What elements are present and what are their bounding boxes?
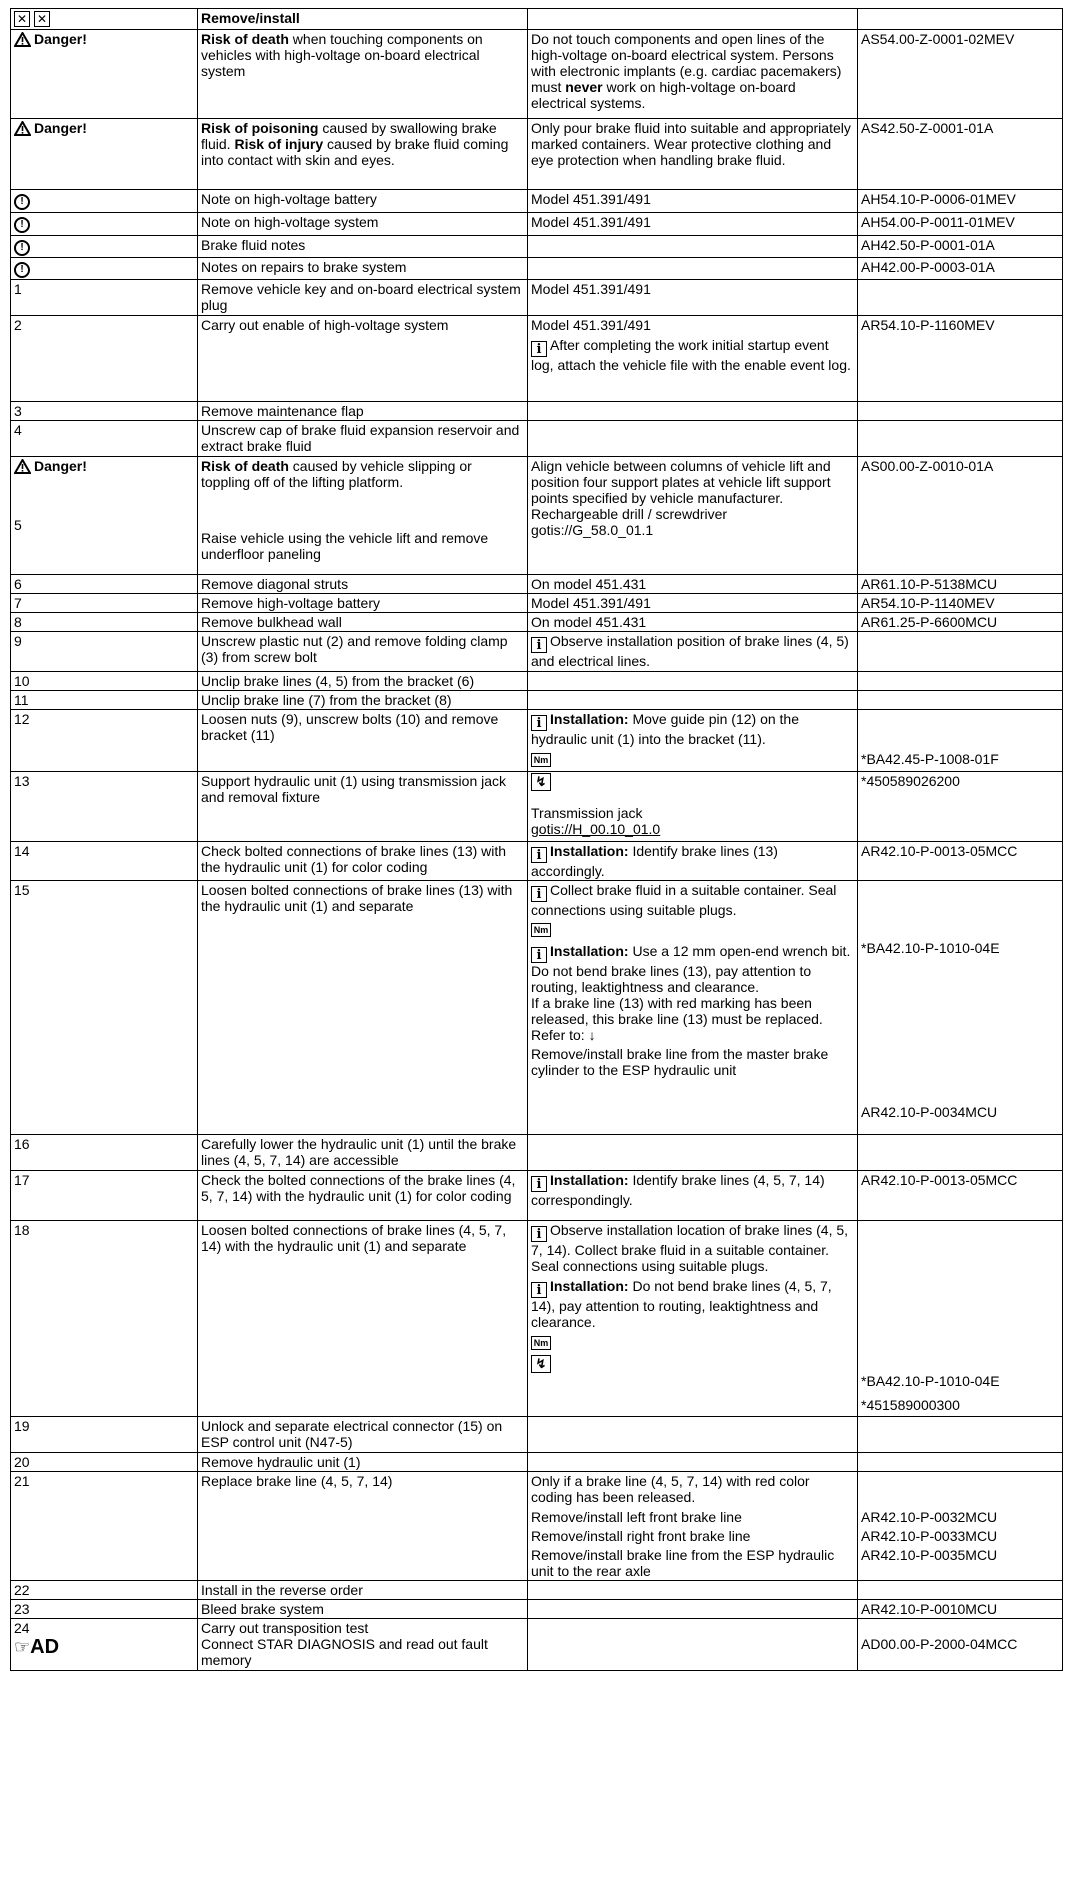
document-reference[interactable]: AR42.10-P-0033MCU [861, 1528, 998, 1544]
table-row: Danger! Risk of death when touching components on vehicles with high-voltage on-board electrical system Do not touch components and open lines of the high-voltage on-board electrical system. Persons with electronic implants (e.g. cardiac pacemakers) must never work on high-voltage on-board electrical systems. AS54.00-Z-0001-02MEV [11, 30, 1063, 119]
document-reference[interactable]: AR42.10-P-0013-05MCC [858, 1171, 1063, 1221]
info-icon: i [531, 1226, 547, 1242]
document-page [10, 8, 1062, 1671]
table-row: Danger! Risk of poisoning caused by swallowing brake fluid. Risk of injury caused by brake fluid coming into contact with skin and eyes. Only pour brake fluid into suitable and appropriately marked containers. Wear protective clothing and eye protection when handling brake fluid. AS42.50-Z-0001-01A [11, 119, 1063, 190]
danger-label: Danger! [14, 458, 194, 477]
warning-triangle-icon [14, 121, 31, 139]
reference-link[interactable]: Remove/install left front brake line [531, 1509, 742, 1525]
table-row: 20 Remove hydraulic unit (1) [11, 1453, 1063, 1472]
table-row: 18 Loosen bolted connections of brake lines (4, 5, 7, 14) with the hydraulic unit (1) and separate i Observe installation location of brake lines (4, 5, 7, 14). Collect brake fluid in a suitable container. Seal connections using suitable plugs. i Installation: Do not bend brake lines (4, 5, 7, 14), pay attention to routing, leaktightness and clearance. Nm ↯ *BA42.10-P-1010-04E *451589000300 [11, 1221, 1063, 1417]
special-tool-icon: ↯ [531, 1355, 551, 1373]
table-header-row [11, 9, 1063, 30]
danger-label: Danger! [11, 119, 198, 190]
document-reference[interactable]: AR42.10-P-0013-05MCC [858, 842, 1063, 881]
reference-link[interactable]: Remove/install brake line from the ESP hydraulic unit to the rear axle [531, 1547, 835, 1579]
remove-install-icon: ✕ [14, 11, 30, 27]
table-row: 23 Bleed brake system AR42.10-P-0010MCU [11, 1600, 1063, 1619]
table-row: 9 Unscrew plastic nut (2) and remove folding clamp (3) from screw bolt i Observe installation position of brake lines (4, 5) and electrical lines. [11, 632, 1063, 672]
document-reference[interactable]: AR42.10-P-0034MCU [861, 1104, 998, 1120]
table-row: 13 Support hydraulic unit (1) using transmission jack and removal fixture ↯ Transmission jack gotis://H_00.10_01.0 *450589026200 [11, 772, 1063, 842]
info-icon: i [531, 947, 547, 963]
table-row: ! Note on high-voltage battery Model 451.391/491 AH54.10-P-0006-01MEV [11, 190, 1063, 213]
document-reference[interactable]: AD00.00-P-2000-04MCC [861, 1636, 1018, 1652]
info-icon: i [531, 886, 547, 902]
note-icon: ! [14, 194, 30, 210]
note-icon: ! [14, 262, 30, 278]
special-tool-icon: ↯ [531, 773, 551, 791]
torque-nm-icon: Nm [531, 923, 551, 937]
table-row: 19 Unlock and separate electrical connector (15) on ESP control unit (N47-5) [11, 1417, 1063, 1453]
tool-number[interactable]: *451589000300 [861, 1397, 960, 1413]
note-icon: ! [14, 217, 30, 233]
warning-triangle-icon [14, 32, 31, 50]
table-row: 15 Loosen bolted connections of brake lines (13) with the hydraulic unit (1) and separate i Collect brake fluid in a suitable container. Seal connections using suitable plugs. Nm i Installation: Use a 12 mm open-end wrench bit. Do not bend brake lines (13), pay attention to routing, leaktightness and clearance. If a brake line (13) with red marking has been released, this brake line (13) must be replaced. Refer to: ↓ Remove/install brake line from the master brake cylinder to the ESP hydraulic unit *BA42.10-P-1010-04E AR42.10-P-0034MCU [11, 881, 1063, 1135]
table-row: 12 Loosen nuts (9), unscrew bolts (10) and remove bracket (11) i Installation: Move guide pin (12) on the hydraulic unit (1) into the bracket (11). Nm *BA42.45-P-1008-01F [11, 710, 1063, 772]
document-reference[interactable]: AR42.10-P-0035MCU [861, 1547, 998, 1563]
table-row: ! Note on high-voltage system Model 451.391/491 AH54.00-P-0011-01MEV [11, 213, 1063, 236]
header-title: Remove/install [198, 9, 528, 30]
document-reference[interactable]: AR54.10-P-1140MEV [858, 594, 1063, 613]
table-row: 1 Remove vehicle key and on-board electrical system plug Model 451.391/491 [11, 280, 1063, 316]
document-reference[interactable]: AH42.00-P-0003-01A [858, 258, 1063, 280]
document-reference[interactable]: *BA42.45-P-1008-01F [861, 751, 999, 767]
info-icon: i [531, 341, 547, 357]
document-reference[interactable]: AS42.50-Z-0001-01A [858, 119, 1063, 190]
table-row: 14 Check bolted connections of brake lines (13) with the hydraulic unit (1) for color coding i Installation: Identify brake lines (13) accordingly. AR42.10-P-0013-05MCC [11, 842, 1063, 881]
table-row: 3 Remove maintenance flap [11, 402, 1063, 421]
table-row: 7 Remove high-voltage battery Model 451.391/491 AR54.10-P-1140MEV [11, 594, 1063, 613]
info-icon: i [531, 1282, 547, 1298]
info-icon: i [531, 1176, 547, 1192]
info-icon: i [531, 847, 547, 863]
document-reference[interactable]: AH54.00-P-0011-01MEV [858, 213, 1063, 236]
pointing-hand-icon: ☞ [14, 1637, 31, 1657]
document-reference[interactable]: *BA42.10-P-1010-04E [861, 1373, 1000, 1389]
document-reference[interactable]: AS54.00-Z-0001-02MEV [858, 30, 1063, 119]
table-row: 24 ☞AD Carry out transposition test Connect STAR DIAGNOSIS and read out fault memory AD00.00-P-2000-04MCC [11, 1619, 1063, 1671]
document-reference[interactable]: *BA42.10-P-1010-04E [861, 940, 1000, 956]
table-row: 17 Check the bolted connections of the brake lines (4, 5, 7, 14) with the hydraulic unit (1) for color coding i Installation: Identify brake lines (4, 5, 7, 14) correspondingly. AR42.10-P-0013-05MCC [11, 1171, 1063, 1221]
header-icons [11, 9, 198, 30]
table-row: ! Notes on repairs to brake system AH42.00-P-0003-01A [11, 258, 1063, 280]
gotis-link[interactable]: gotis://H_00.10_01.0 [531, 821, 661, 837]
reference-link[interactable]: Remove/install brake line from the master brake cylinder to the ESP hydraulic unit [531, 1046, 829, 1078]
document-reference[interactable]: AR42.10-P-0010MCU [858, 1600, 1063, 1619]
torque-nm-icon: Nm [531, 753, 551, 767]
table-row: 4 Unscrew cap of brake fluid expansion reservoir and extract brake fluid [11, 421, 1063, 457]
info-icon: i [531, 637, 547, 653]
document-reference[interactable]: AS00.00-Z-0010-01A [858, 457, 1063, 575]
table-row: 2 Carry out enable of high-voltage system Model 451.391/491 i After completing the work initial startup event log, attach the vehicle file with the enable event log. AR54.10-P-1160MEV [11, 316, 1063, 402]
gotis-link[interactable]: gotis://G_58.0_01.1 [531, 522, 654, 538]
danger-label: Danger! [11, 30, 198, 119]
torque-nm-icon: Nm [531, 1336, 551, 1350]
table-row: 6 Remove diagonal struts On model 451.431 AR61.10-P-5138MCU [11, 575, 1063, 594]
document-reference[interactable]: AR61.25-P-6600MCU [858, 613, 1063, 632]
document-reference[interactable]: AR42.10-P-0032MCU [861, 1509, 998, 1525]
document-reference[interactable]: AH42.50-P-0001-01A [858, 236, 1063, 258]
warning-triangle-icon [14, 459, 31, 477]
info-icon: i [531, 715, 547, 731]
table-row: Danger! 5 Risk of death caused by vehicle slipping or toppling off of the lifting platform. Raise vehicle using the vehicle lift and remove underfloor paneling Align vehicle between columns of vehicle lift and position four support plates at vehicle lift support points specified by vehicle manufacturer. Rechargeable drill / screwdriver gotis://G_58.0_01.1 AS00.00-Z-0010-01A [11, 457, 1063, 575]
table-row: ! Brake fluid notes AH42.50-P-0001-01A [11, 236, 1063, 258]
arrow-down-icon: ↓ [588, 1027, 596, 1043]
table-row: 22 Install in the reverse order [11, 1581, 1063, 1600]
table-row: 11 Unclip brake line (7) from the bracket (8) [11, 691, 1063, 710]
document-reference[interactable]: AR54.10-P-1160MEV [858, 316, 1063, 402]
document-reference[interactable]: AR61.10-P-5138MCU [858, 575, 1063, 594]
procedure-table [10, 8, 1063, 1671]
note-icon: ! [14, 240, 30, 256]
table-row: 21 Replace brake line (4, 5, 7, 14) Only if a brake line (4, 5, 7, 14) with red color coding has been released. Remove/install left front brake line Remove/install right front brake line Remove/install brake line from the ESP hydraulic unit to the rear axle AR42.10-P-0032MCU AR42.10-P-0033MCU AR42.10-P-0035MCU [11, 1472, 1063, 1581]
document-reference[interactable]: AH54.10-P-0006-01MEV [858, 190, 1063, 213]
remove-install-icon: ✕ [34, 11, 50, 27]
diagnosis-ad-label: ☞AD [14, 1636, 60, 1658]
table-row: 10 Unclip brake lines (4, 5) from the bracket (6) [11, 672, 1063, 691]
table-row: 16 Carefully lower the hydraulic unit (1) until the brake lines (4, 5, 7, 14) are accessible [11, 1135, 1063, 1171]
tool-number[interactable]: *450589026200 [858, 772, 1063, 842]
table-row: 8 Remove bulkhead wall On model 451.431 AR61.25-P-6600MCU [11, 613, 1063, 632]
reference-link[interactable]: Remove/install right front brake line [531, 1528, 751, 1544]
